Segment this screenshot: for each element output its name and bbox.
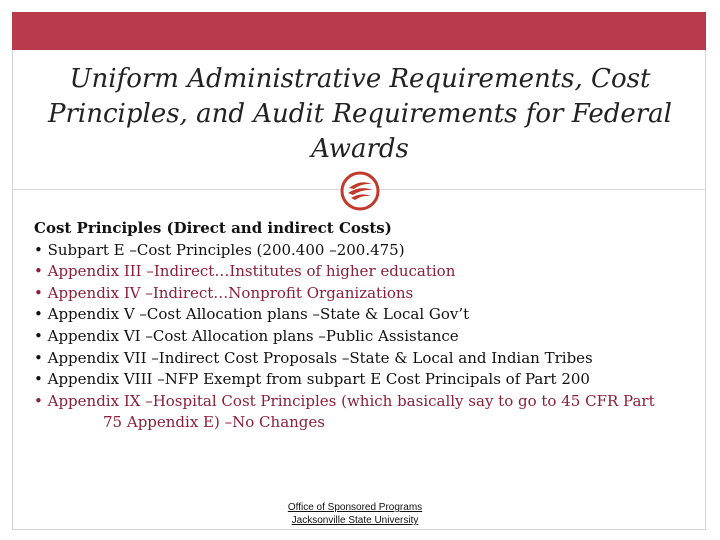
slide-title: Uniform Administrative Requirements, Cost Principles, and Audit Requirements for Federal Awards: [48, 64, 672, 164]
bullet-list: [34, 240, 694, 391]
section-heading: Cost Principles (Direct and indirect Costs): [34, 219, 392, 237]
list-item: • Appendix VIII –NFP Exempt from subpart E Cost Principals of Part 200: [34, 370, 590, 389]
list-item: • Appendix III –Indirect…Institutes of higher education: [34, 262, 456, 281]
footer: [250, 501, 460, 527]
footer-office: Office of Sponsored Programs: [287, 502, 423, 513]
list-item: • Appendix V –Cost Allocation plans –State & Local Gov’t: [34, 305, 470, 324]
list-item-continuation: 75 Appendix E) –No Changes: [103, 413, 325, 432]
list-item-appendix-ix: [34, 391, 694, 434]
list-item-line: • Appendix IX –Hospital Cost Principles (which basically say to go to 45 CFR Part: [34, 391, 655, 410]
list-item: • Appendix VI –Cost Allocation plans –Public Assistance: [34, 326, 459, 345]
list-item: • Subpart E –Cost Principles (200.400 –200.475): [34, 240, 405, 259]
content-body: [34, 218, 694, 434]
footer-university: Jacksonville State University: [291, 515, 419, 526]
list-item: • Appendix IV –Indirect…Nonprofit Organizations: [34, 283, 414, 302]
list-item: • Appendix VII –Indirect Cost Proposals –State & Local and Indian Tribes: [34, 348, 593, 367]
jsu-logo-icon: [340, 171, 380, 211]
header-bar: [12, 12, 706, 50]
